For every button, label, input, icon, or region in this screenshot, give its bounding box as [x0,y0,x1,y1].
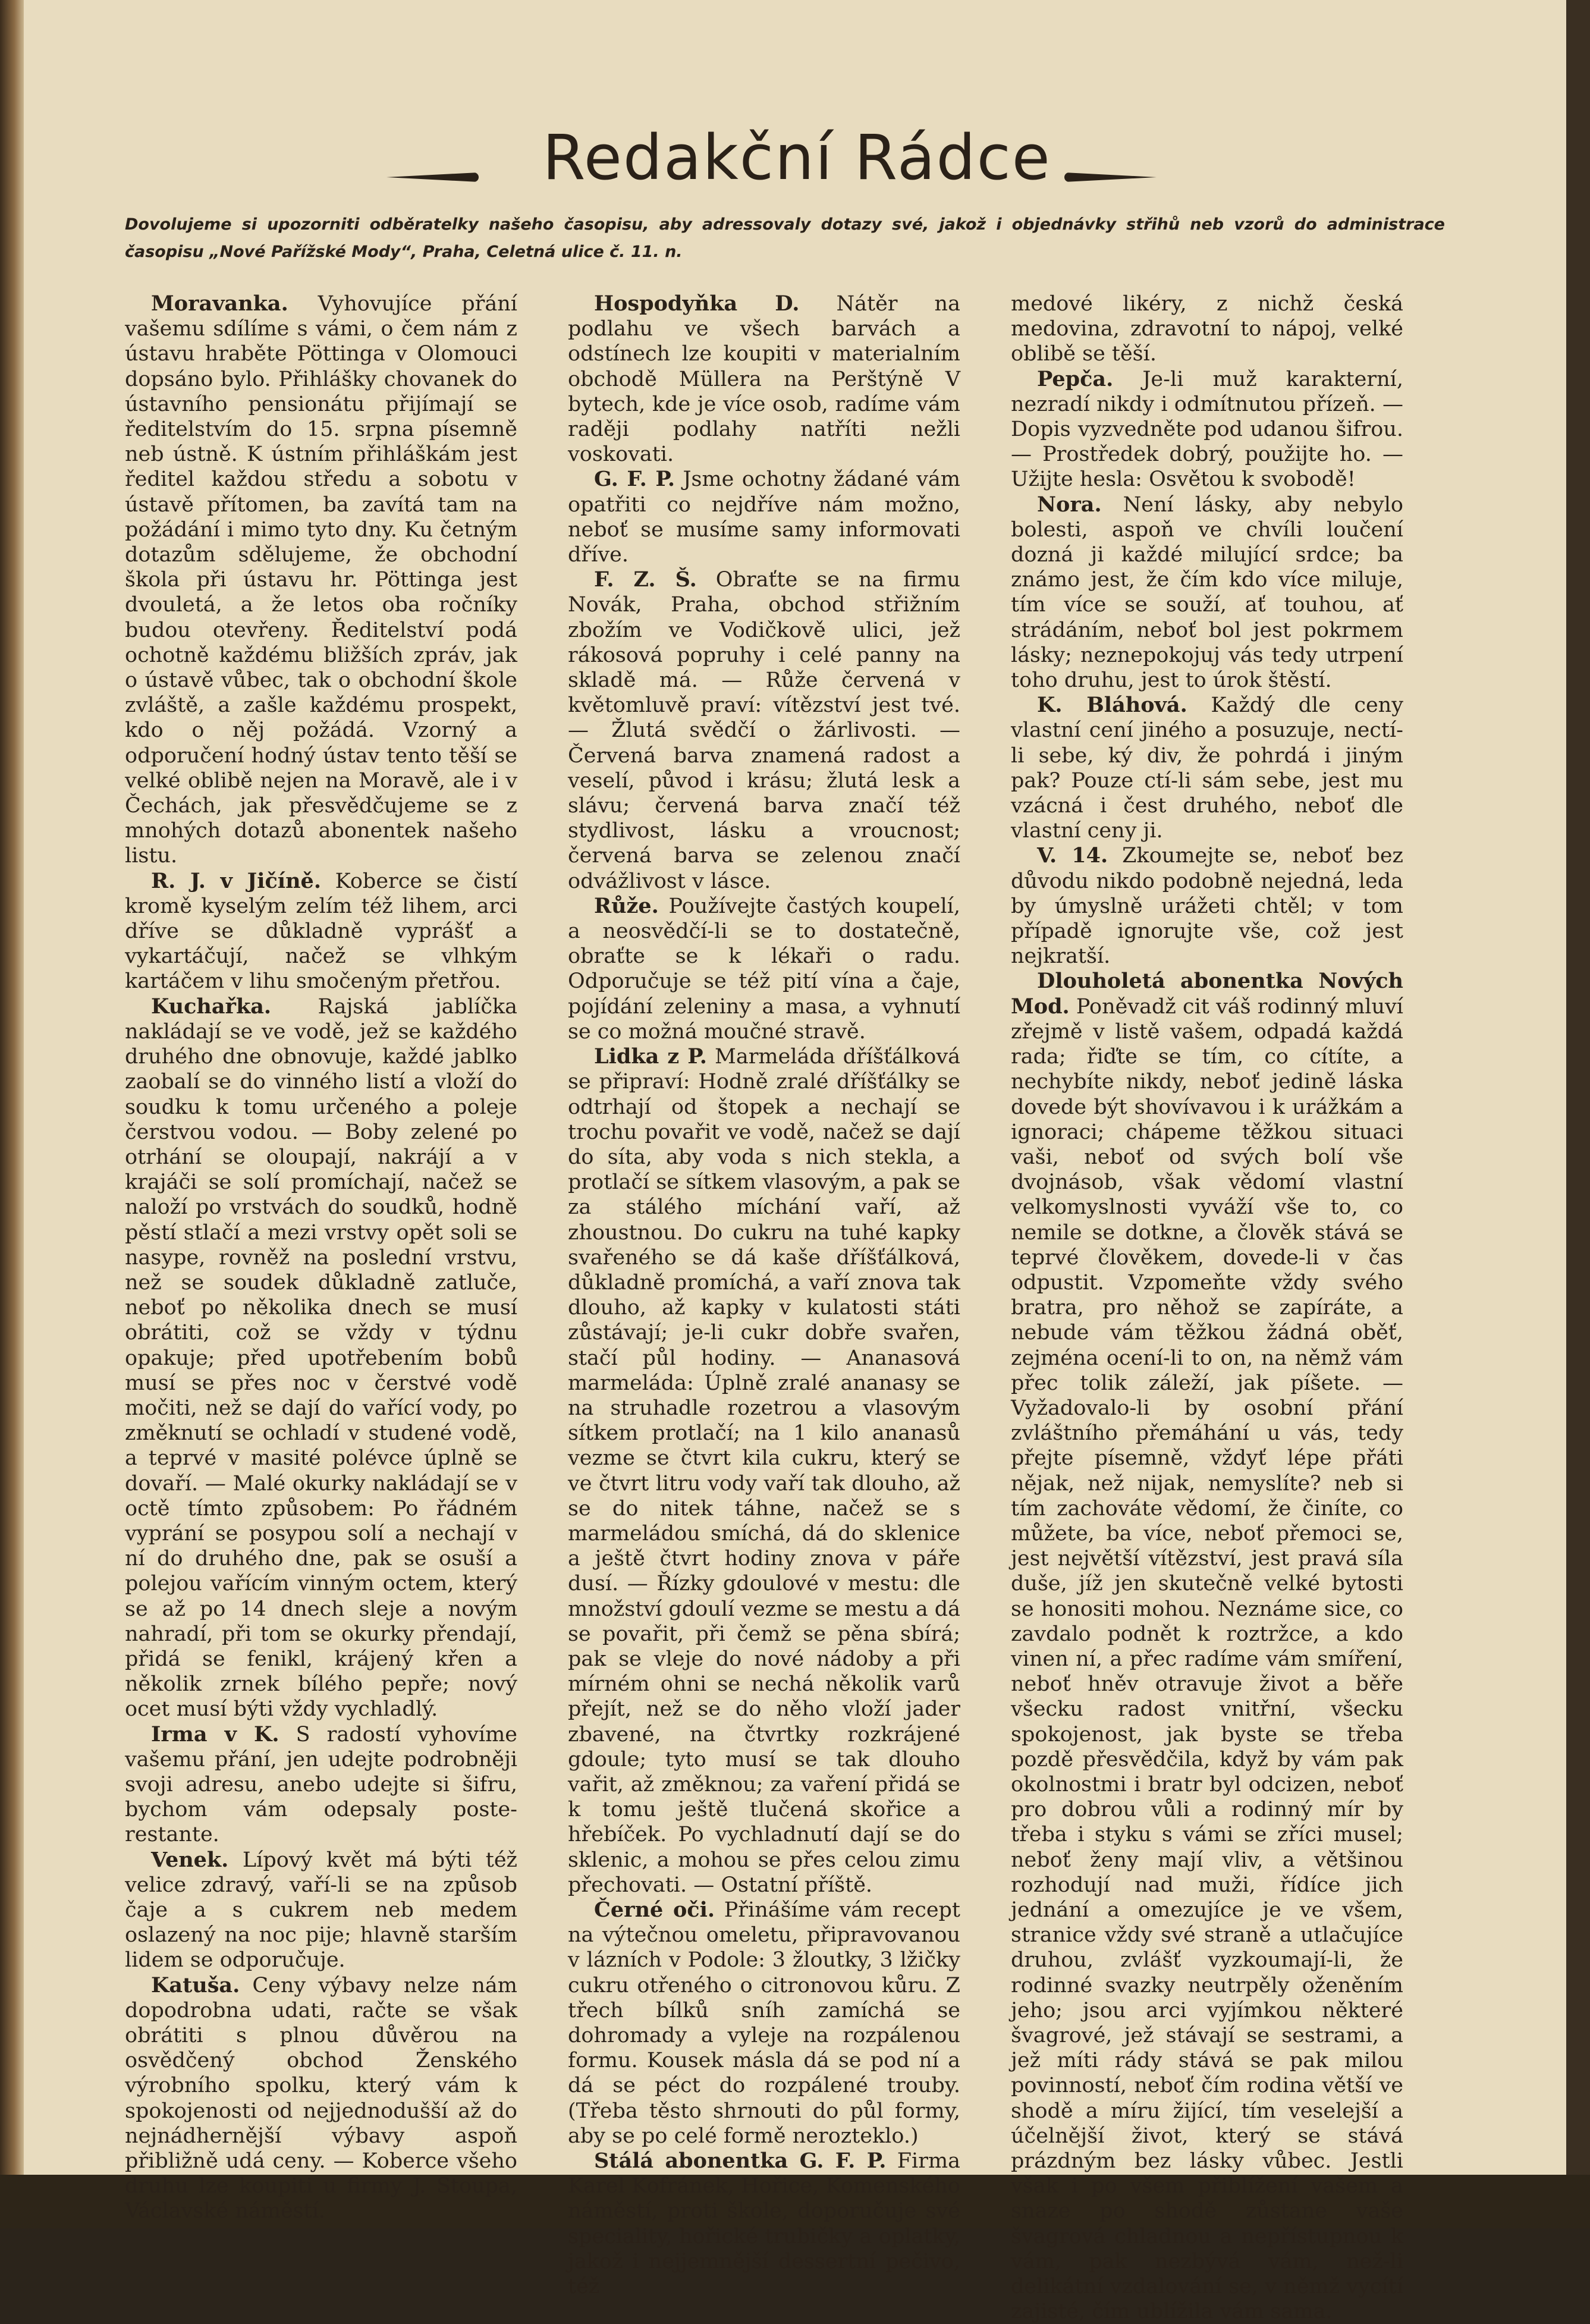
answer-text: Zkoumejte se, neboť bez důvodu nikdo podobně nejedná, leda by úmyslně urážeti chtěl; v tom případě ignorujte vše, což jest nejkratší. [1011,844,1403,969]
answer-text: Koberce se čistí kromě kyselým zelím též lihem, arci dříve se důkladně vyprášť a vykartáčují, načež se vlhkým kartáčem v lihu smočeným přetřou. [125,869,517,994]
answer-text: Není lásky, aby nebylo bolesti, aspoň ve chvíli loučení dozná ji každé milující srdce; ba známo jest, že čím kdo více miluje, tím více se souží, ať touhou, ať strádáním, neboť bol jest pokrmem lásky; neznepokojuj vás tedy utrpení toho druhu, jest to úrok štěstí. [1011,492,1403,693]
column-3 [1011,291,1403,2324]
answer-text: Je-li muž karakterní, nezradí nikdy i odmítnutou přízeň. — Dopis vyzvedněte pod udanou šifrou. — Prostředek dobrý, použijte ho. — Užijte hesla: Osvětou k svobodě! [1011,367,1403,492]
answer-name: Venek. [151,1847,229,1872]
page-title: Redakční Rádce [542,121,1051,194]
answer [568,567,960,894]
answer [125,869,517,994]
answer-text: Ceny výbavy nelze nám dopodrobna udati, račte se však obrátiti s plnou důvěrou na osvědčený obchod Ženského výrobního spolku, který vám k spokojenosti od nejjednodušší až do nejnádhernější výbavy aspoň přibližně udá ceny. — Koberce všeho druhu lze koupiti u firmy J. Stoupa, Václavské náměstí. [125,1973,517,2223]
page-header [381,119,1213,196]
answer [1011,367,1403,492]
answer [568,2149,960,2299]
editorial-notice: Dovolujeme si upozorniti odběratelky našeho časopisu, aby adressovaly dotazy své, jakož i objednávky střihů neb vzorů do administrace časopisu „Nové Pařížské Mody“, Praha, Celetná ulice č. 11. n. [125,215,1445,261]
answer [568,894,960,1044]
answer [1011,492,1403,693]
answer-text: Vyhovujíce přání vašemu sdílíme s vámi, o čem nám z ústavu hraběte Pöttinga v Olomouci dopsáno bylo. Přihlášky chovanek do ústavního pensionátu přijímají se ředitelstvím do 15. srpna písemně neb ústně. K ústním přihláškám jest ředitel každou středu a sobotu v ústavě přítomen, ba zavítá tam na požádání i mimo tyto dny. Ku četným dotazům sdělujeme, že obchodní škola při ústavu hr. Pöttinga jest dvouletá, a že letos oba ročníky budou otevřeny. Ředitelství podá ochotně každému bližších zpráv, jak o ústavě vůbec, tak o obchodní škole zvláště, a zašle každému prospekt, kdo o něj požádá. Vzorný a odporučení hodný ústav tento těší se velké oblibě nejen na Moravě, ale i v Čechách, jak přesvědčujeme se z mnohých dotazů abonentek našeho listu. [125,292,517,868]
answer-name: Hospodyňka D. [594,291,800,316]
answer [125,994,517,1722]
answer [568,1898,960,2149]
answer-text: Lípový květ má býti též velice zdravý, vaří-li se na způsob čaje a s cukrem neb medem oslazený na noc pije; hlavně starším lidem se odporučuje. [125,1848,517,1973]
answer [1011,843,1403,969]
answer [125,1848,517,1973]
answer-text: S radostí vyhovíme vašemu přání, jen udejte podrobněji svoji adresu, anebo udejte si šifru, bychom vám odepsaly poste-restante. [125,1722,517,1847]
continued-text: medové likéry, z nichž česká medovina, zdravotní to nápoj, velké oblibě se těší. [1011,292,1403,366]
answer-text: Přinášíme vám recept na výtečnou omeletu, připravovanou v lázních v Podole: 3 žloutky, 3 lžičky cukru otřeného o citronovou kůru. Z třech bílků sníh zamíchá se dohromady a vyleje na rozpálenou formu. Kousek másla dá se pod ní a dá se péct do rozpálené trouby. (Třeba těsto shrnouti do půl formy, aby se po celé formě nerozteklo.) [568,1898,960,2148]
page-right-edge [1566,0,1590,2228]
answer-name: F. Z. Š. [594,567,697,592]
answer-name: Kuchařka. [151,994,272,1019]
answer [568,467,960,567]
answer [125,1722,517,1848]
answer-text: Používejte častých koupelí, a neosvědčí-li se to dostatečně, obraťte se k lékaři o radu. Odporučuje se též pití vína a čaje, pojídání zeleniny a masa, a vyhnutí se co možná moučné stravě. [568,894,960,1044]
answer-text: Poněvadž cit váš rodinný mluví zřejmě v listě vašem, odpadá každá rada; řiďte se tím, co cítíte, a nechybíte nikdy, neboť jedině láska dovede být shovívavou i k urážkám a ignoraci; chápeme těžkou situaci vaši, neboť od svých bolí vše dvojnásob, však vědomí vlastní velkomyslnosti vyváží vše to, co nemile se dotkne, a člověk stává se teprvé člověkem, dovede-li v čas odpustit. Vzpomeňte vždy svého bratra, pro něhož se zapíráte, a nebude vám těžkou žádná oběť, zejména ocení-li to on, na němž vám přec tolik záleží, jak píšete. — Vyžadovalo-li by osobní přání zvláštního přemáhání u vás, tedy přejte písemně, vždyť lépe přáti nějak, než nijak, nemyslíte? neb si tím zachováte vědomí, že činíte, co můžete, ba více, neboť přemoci se, jest největší vítězství, jest pravá síla duše, jíž jen skutečně velké bytosti se honositi mohou. Neznáme sice, co zavdalo podnět k roztržce, a kdo vinen ní, a přec radíme vám smíření, neboť hněv otravuje život a běře všecku radost vnitřní, všecku spokojenost, jak byste se třeba pozdě přesvědčila, když by vám pak okolnostmi i bratr byl odcizen, neboť pro dobrou vůli a rodinný mír by třeba i styku s vámi se zříci musel; neboť ženy mají vliv, a většinou rozhodují nad muži, řídíce jich jednání a omezujíce je ve všem, stranice vždy své straně a utlačujíce druhou, zvlášť vyzkoumají-li, že rodinné svazky neutrpěly oženěním jeho; jsou arci vyjímkou některé švagrové, jež stávají se sestrami, a jež míti rády stává se pak milou povinností, neboť čím rodina větší ve shodě a míru žijící, tím veselejší a účelnější život, který se stává prázdným bez lásky vůbec. Jestli však i po všem přiblížení vašem a snaze po shodě zůstane vaše švagrová chladnou a nepřístupnou k vám, pak nezbývá vám, než-li delikátní vzdalování se, v němž vycítí zajisté, čím ublížila vám sama. [1011,994,1403,2324]
answer [1011,693,1403,843]
answer-text: Nátěr na podlahu ve všech barvách a odstínech lze koupiti v materialním obchodě Müllera na Perštýně V bytech, kde je více osob, radíme vám raději podlahy natříti nežli voskovati. [568,292,960,467]
answer-text: Jsme ochotny žádané vám opatřiti co nejdříve nám možno, neboť se musíme samy informovati dříve. [568,467,960,567]
page-binding [0,0,24,2228]
answer-name: V. 14. [1037,843,1108,868]
answer-name: K. Bláhová. [1037,693,1187,718]
answer [125,291,517,869]
answer-name: Lidka z P. [594,1044,707,1069]
answer-name: Stálá abonentka G. F. P. [594,2149,887,2174]
answer-name: Černé oči. [594,1898,715,1922]
answer-name: Katuša. [151,1973,240,1998]
answer-text: Marmeláda dříšťálková se připraví: Hodně zralé dříšťálky se odtrhají od štopek a nechají se trochu povařit ve vodě, načež se dají do síta, aby voda s nich stekla, a protlačí se sítkem vlasovým, a pak se za stálého míchání vaří, až zhoustnou. Do cukru na tuhé kapky svařeného se dá kaše dříšťálková, důkladně promíchá, a vaří znova tak dlouho, až kapky v kulatosti státi zůstávají; je-li cukr dobře svařen, stačí půl hodiny. — Ananasová marmeláda: Úplně zralé ananasy se na struhadle rozetrou a vlasovým sítkem protlačí; na 1 kilo ananasů vezme se čtvrt kila cukru, který se ve čtvrt litru vody vaří tak dlouho, až se do nitek táhne, načež se s marmeládou smíchá, dá do sklenice a ještě čtvrt hodiny znova v páře dusí. — Řízky gdoulové v mestu: dle množství gdoulí vezme se mestu a dá se povařit, při čemž se pěna sbírá; pak se vleje do nové nádoby a při mírném ohni se nechá několik varů přejít, než se do něho vloží jader zbavené, na čtvrtky rozkrájené gdoule; tyto musí se tak dlouho vařit, až změknou; za vaření přidá se k tomu ještě tlučená skořice a hřebíček. Po vychladnutí dají se do sklenic, a mohou se přes celou zimu přechovati. — Ostatní příště. [568,1045,960,1897]
answer [1011,969,1403,2324]
column-1 [125,291,517,2224]
answer-text: Každý dle ceny vlastní cení jiného a posuzuje, nectí-li sebe, ký div, že pohrdá i jiným pak? Pouze ctí-li sám sebe, jest mu vzácná i čest druhého, neboť dle vlastní ceny ji. [1011,693,1403,843]
answer-text: Obraťte se na firmu Novák, Praha, obchod střižním zbožím ve Vodičkově ulici, jež rákosová popruhy i celé panny na skladě má. — Růže červená v květomluvě praví: vítězství jest tvé. — Žlutá svědčí o žárlivosti. — Červená barva znamená radost a veselí, původ i krásu; žlutá lesk a slávu; červená barva značí též stydlivost, lásku a vroucnost; červená barva se zelenou značí odvážlivost v lásce. [568,568,960,893]
answer-name: Dlouholetá abonentka Nových Mod. [1011,969,1403,1019]
answer [568,291,960,467]
column-2 [568,291,960,2299]
answer-name: Růže. [594,893,659,918]
answer [568,1044,960,1898]
answer-name: Irma v K. [151,1722,279,1747]
answer-name: Pepča. [1037,366,1114,391]
answer-text: Rajská jablíčka nakládají se ve vodě, jež se každého druhého dne obnovuje, každé jablko zaobalí se do vinného listí a vloží do soudku k tomu určeného a poleje čerstvou vodou. — Boby zelené po otrhání se oloupají, nakrájí a v krajáči se solí promíchají, načež se naloží po vrstvách do soudků, hodně pěstí stlačí a mezi vrstvy opět soli se nasype, rovněž na poslední vrstvu, než se soudek důkladně zatluče, neboť po několika dnech se musí obrátiti, což se vždy v týdnu opakuje; před upotřebením bobů musí se přes noc v čerstvé vodě močiti, než se dají do vařící vody, po změknutí se ochladí v studené vodě, a teprvé v masité polévce úplně se dovaří. — Malé okurky nakládají se v octě tímto způsobem: Po řádném vyprání se posypou solí a nechají v ní do druhého dne, pak se osuší a polejou vařícím vinným octem, který se až po 14 dnech sleje a novým nahradí, při tom se okurky přendají, přidá se fenikl, krájený křen a několik zrnek bílého pepře; nový ocet musí býti vždy vychladlý. [125,994,517,1722]
answer [125,1973,517,2224]
answer-name: R. J. v Jičíně. [151,868,322,893]
answer-text: Firma Karel Kofránek, Hořice, Komenského náměstí, proti škole, doporučuje své speciality, hořické trubičky a oplatky, jakož i nejjemnější dessertní pečivo, též [568,2149,960,2299]
answer-name: Moravanka. [151,291,288,316]
answer-name: Nora. [1037,492,1102,517]
answer-name: G. F. P. [594,467,675,492]
